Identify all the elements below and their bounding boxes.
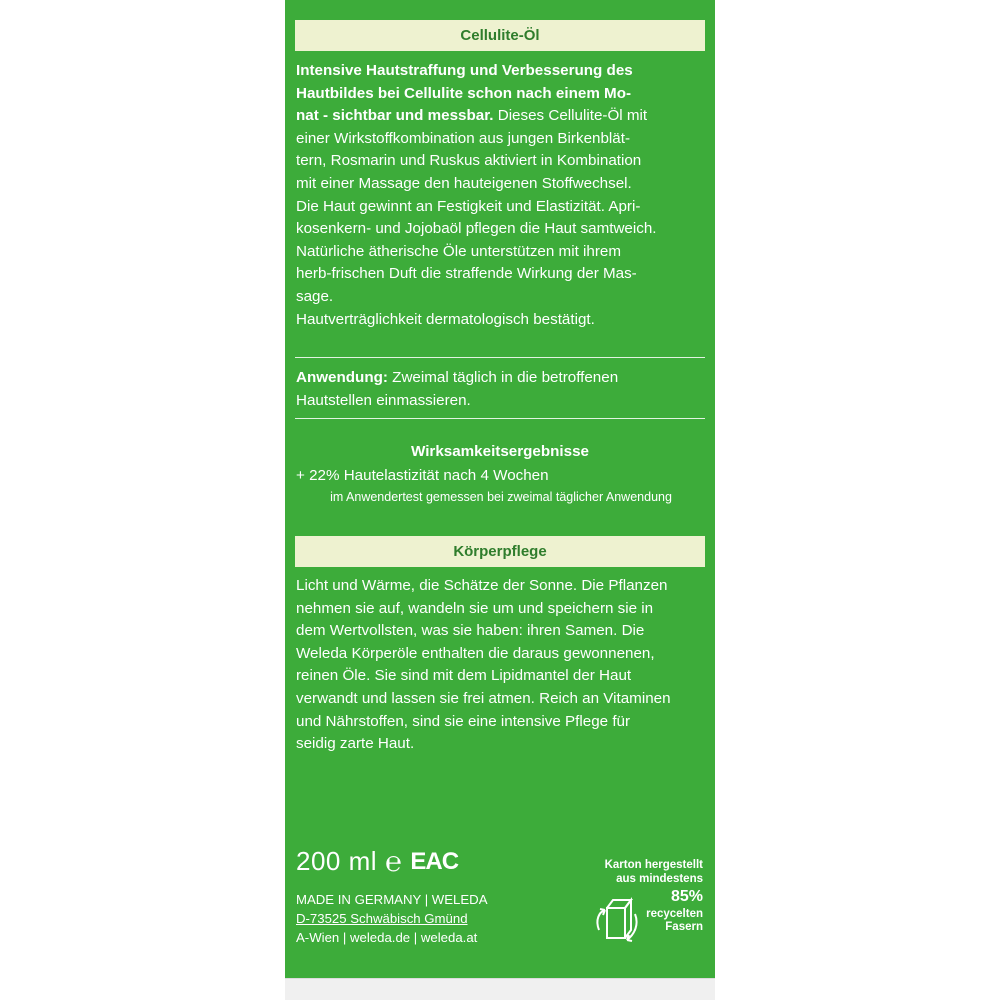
body-care-line: seidig zarte Haut. bbox=[296, 735, 415, 753]
recycle-caption-line: aus mindestens bbox=[616, 873, 703, 885]
description-bold-fragment: nat - sichtbar und messbar. bbox=[296, 107, 494, 125]
recycle-caption bbox=[605, 858, 703, 886]
usage-text: Zweimal täglich in die betroffenen bbox=[387, 369, 619, 386]
body-care-line: nehmen sie auf, wandeln sie um und speichern sie in bbox=[296, 599, 654, 617]
recycle-percent: 85% bbox=[670, 888, 703, 905]
results-note: im Anwendertest gemessen bei zweimal täglicher Anwendung bbox=[330, 490, 672, 504]
description-line: Natürliche ätherische Öle unterstützen mit ihrem bbox=[296, 242, 621, 260]
recycle-fibers-line: Fasern bbox=[665, 921, 703, 933]
section-title-cellulite-oil: Cellulite-Öl bbox=[295, 20, 705, 51]
usage-text: Hautstellen einmassieren. bbox=[296, 391, 471, 409]
volume-mark bbox=[296, 846, 458, 877]
description-line: mit einer Massage den hauteigenen Stoffwechsel. bbox=[296, 174, 632, 192]
label-bottom-edge bbox=[285, 978, 715, 1000]
product-back-label bbox=[285, 0, 715, 978]
body-care-line: verwandt und lassen sie frei atmen. Reich an Vitaminen bbox=[296, 689, 671, 707]
results-heading: Wirksamkeitsergebnisse bbox=[411, 443, 589, 460]
description-regular-fragment: Dieses Cellulite-Öl mit bbox=[493, 107, 648, 125]
divider bbox=[295, 357, 705, 358]
section-title-body-care: Körperpflege bbox=[295, 536, 705, 567]
divider bbox=[295, 418, 705, 419]
description-line: kosenkern- und Jojobaöl pflegen die Haut samtweich. bbox=[296, 220, 657, 238]
estimated-sign-icon: ℮ bbox=[385, 845, 403, 877]
description-line: herb-frischen Duft die straffende Wirkung der Mas- bbox=[296, 265, 637, 283]
eac-mark-icon: EAC bbox=[410, 847, 459, 875]
description-line: tern, Rosmarin und Ruskus aktiviert in Kombination bbox=[296, 152, 642, 170]
description-line: Die Haut gewinnt an Festigkeit und Elastizität. Apri- bbox=[296, 197, 641, 215]
address-line: MADE IN GERMANY | WELEDA bbox=[296, 892, 488, 907]
body-care-line: Licht und Wärme, die Schätze der Sonne. Die Pflanzen bbox=[296, 577, 668, 594]
description-line: einer Wirkstoffkombination aus jungen Birkenblät- bbox=[296, 129, 631, 147]
recycle-fibers-line: recycelten bbox=[646, 908, 703, 920]
body-care-line: dem Wertvollsten, was sie haben: ihren Samen. Die bbox=[296, 622, 645, 640]
volume-text: 200 ml bbox=[296, 846, 378, 876]
description-line bbox=[296, 105, 706, 128]
description-line: Hautbildes bei Cellulite schon nach einem Mo- bbox=[296, 84, 632, 102]
product-description bbox=[296, 60, 706, 331]
results-value: + 22% Hautelastizität nach 4 Wochen bbox=[296, 467, 549, 484]
description-line: Hautverträglichkeit dermatologisch bestätigt. bbox=[296, 310, 595, 328]
body-care-description bbox=[296, 575, 706, 756]
body-care-line: und Nährstoffen, sind sie eine intensive Pflege für bbox=[296, 712, 631, 730]
recycle-caption-line: Karton hergestellt bbox=[604, 859, 703, 871]
address-line: A-Wien | weleda.de | weleda.at bbox=[296, 930, 478, 945]
manufacturer-address bbox=[296, 890, 488, 947]
body-care-line: Weleda Körperöle enthalten die daraus gewonnenen, bbox=[296, 644, 655, 662]
body-care-line: reinen Öle. Sie sind mit dem Lipidmantel der Haut bbox=[296, 667, 632, 685]
recycling-badge bbox=[585, 858, 705, 948]
recycle-fibers bbox=[646, 908, 703, 934]
recycled-box-icon bbox=[591, 894, 641, 946]
usage-label: Anwendung: bbox=[296, 369, 388, 386]
address-line: D-73525 Schwäbisch Gmünd bbox=[296, 911, 468, 926]
usage-instructions bbox=[296, 367, 706, 412]
description-line: Intensive Hautstraffung und Verbesserung des bbox=[296, 62, 633, 79]
description-line: sage. bbox=[296, 287, 334, 305]
